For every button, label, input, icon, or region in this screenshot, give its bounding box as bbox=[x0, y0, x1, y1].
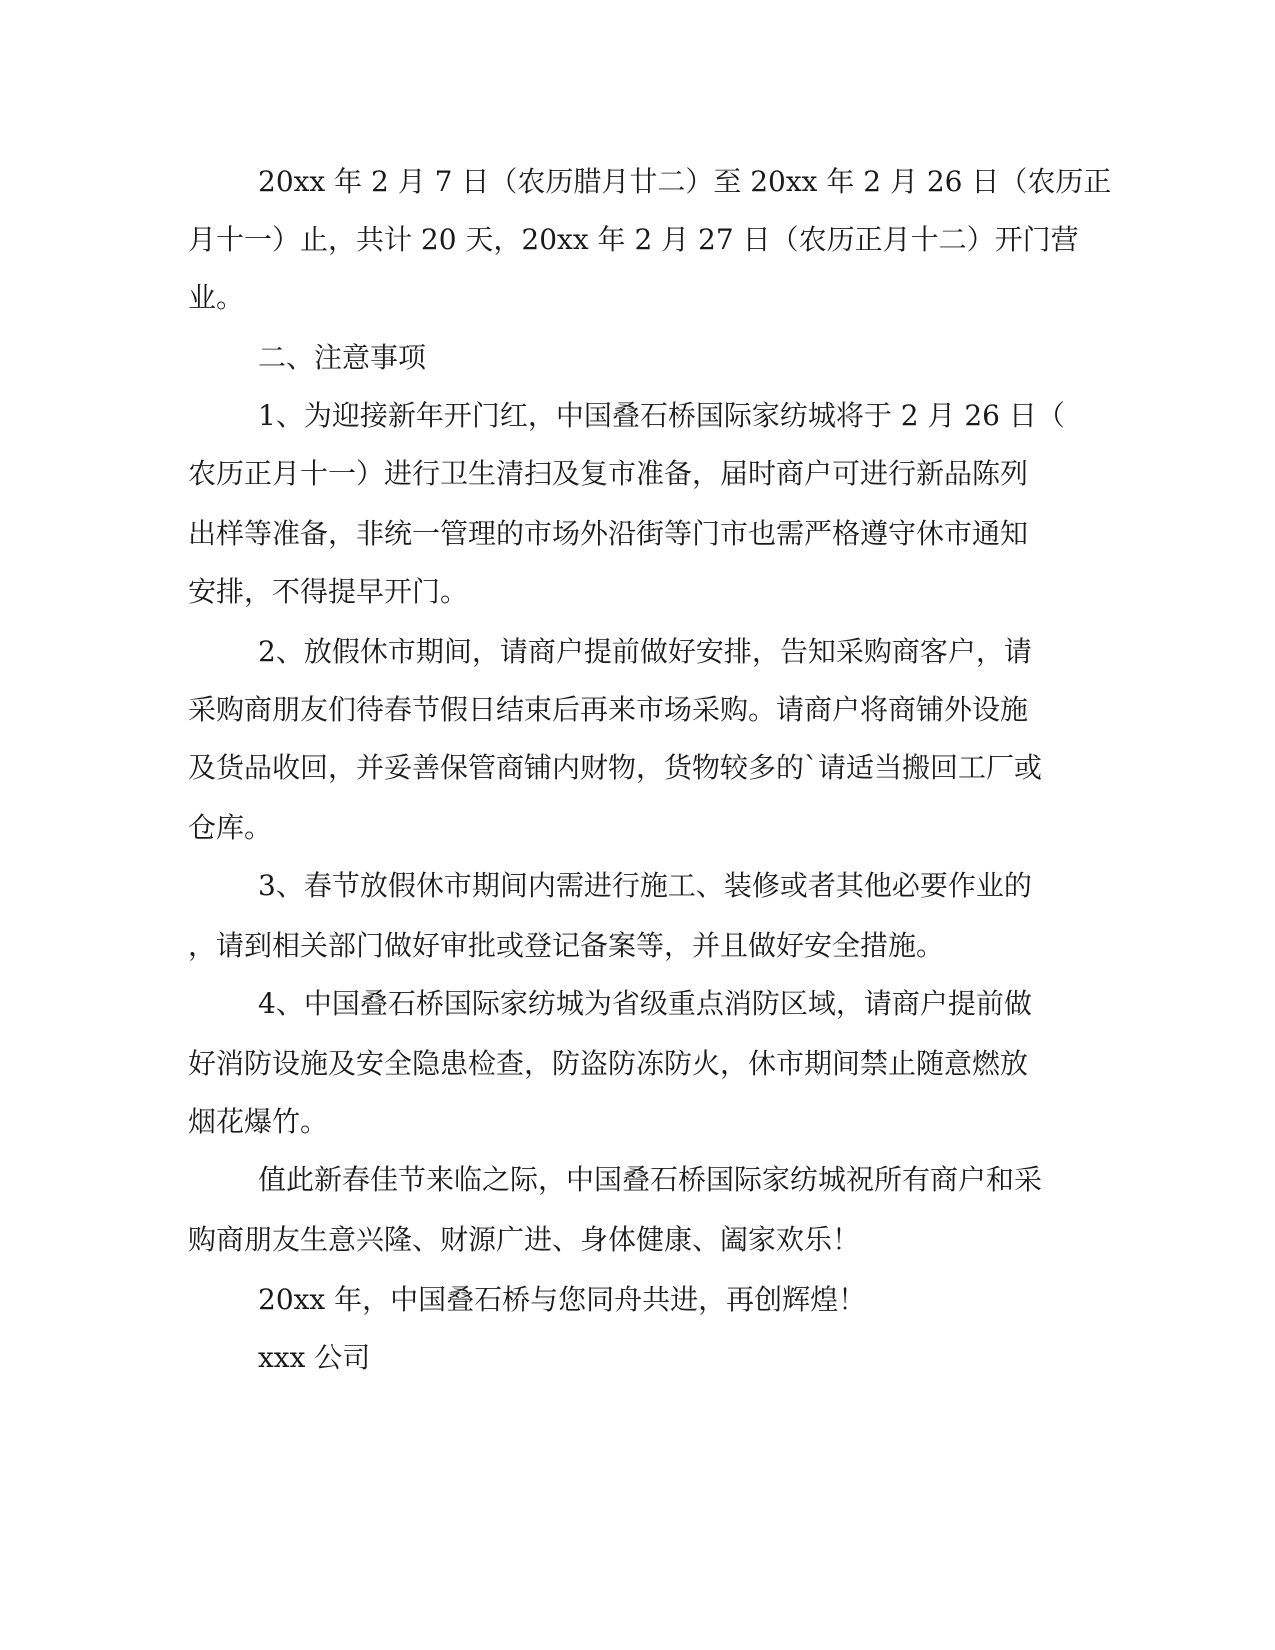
paragraph-1-line-3: 业。 bbox=[188, 281, 245, 314]
section-heading: 二、注意事项 bbox=[258, 341, 427, 374]
item-2-line-2: 采购商朋友们待春节假日结束后再来市场采购。请商户将商铺外设施 bbox=[188, 693, 1029, 726]
item-1-line-2: 农历正月十一）进行卫生清扫及复市准备，届时商户可进行新品陈列 bbox=[188, 457, 1029, 490]
item-4-line-2: 好消防设施及安全隐患检查，防盗防冻防火，休市期间禁止随意燃放 bbox=[188, 1047, 1029, 1080]
item-3-line-1: 3、春节放假休市期间内需进行施工、装修或者其他必要作业的 bbox=[258, 869, 1032, 902]
item-2-line-1: 2、放假休市期间，请商户提前做好安排，告知采购商客户，请 bbox=[258, 635, 1032, 668]
item-2-line-3: 及货品收回，并妥善保管商铺内财物，货物较多的`请适当搬回工厂或 bbox=[188, 751, 1043, 784]
slogan: 20xx 年，中国叠石桥与您同舟共进，再创辉煌！ bbox=[258, 1283, 867, 1316]
item-4-line-3: 烟花爆竹。 bbox=[188, 1105, 329, 1138]
item-1-line-4: 安排，不得提早开门。 bbox=[188, 575, 469, 608]
paragraph-1-line-2: 月十一）止，共计 20 天，20xx 年 2 月 27 日（农历正月十二）开门营 bbox=[188, 223, 1079, 256]
item-4-line-1: 4、中国叠石桥国际家纺城为省级重点消防区域，请商户提前做 bbox=[258, 987, 1032, 1020]
item-3-line-2: ，请到相关部门做好审批或登记备案等，并且做好安全措施。 bbox=[188, 929, 945, 962]
paragraph-1-line-1: 20xx 年 2 月 7 日（农历腊月廿二）至 20xx 年 2 月 26 日（农历正 bbox=[258, 165, 1112, 198]
item-1-line-1: 1、为迎接新年开门红，中国叠石桥国际家纺城将于 2 月 26 日（ bbox=[258, 399, 1065, 432]
item-1-line-3: 出样等准备，非统一管理的市场外沿街等门市也需严格遵守休市通知 bbox=[188, 517, 1029, 550]
signature: xxx 公司 bbox=[258, 1341, 371, 1374]
greeting-line-1: 值此新春佳节来临之际，中国叠石桥国际家纺城祝所有商户和采 bbox=[258, 1163, 1043, 1196]
greeting-line-2: 购商朋友生意兴隆、财源广进、身体健康、阖家欢乐！ bbox=[188, 1223, 861, 1256]
item-2-line-4: 仓库。 bbox=[188, 811, 273, 844]
